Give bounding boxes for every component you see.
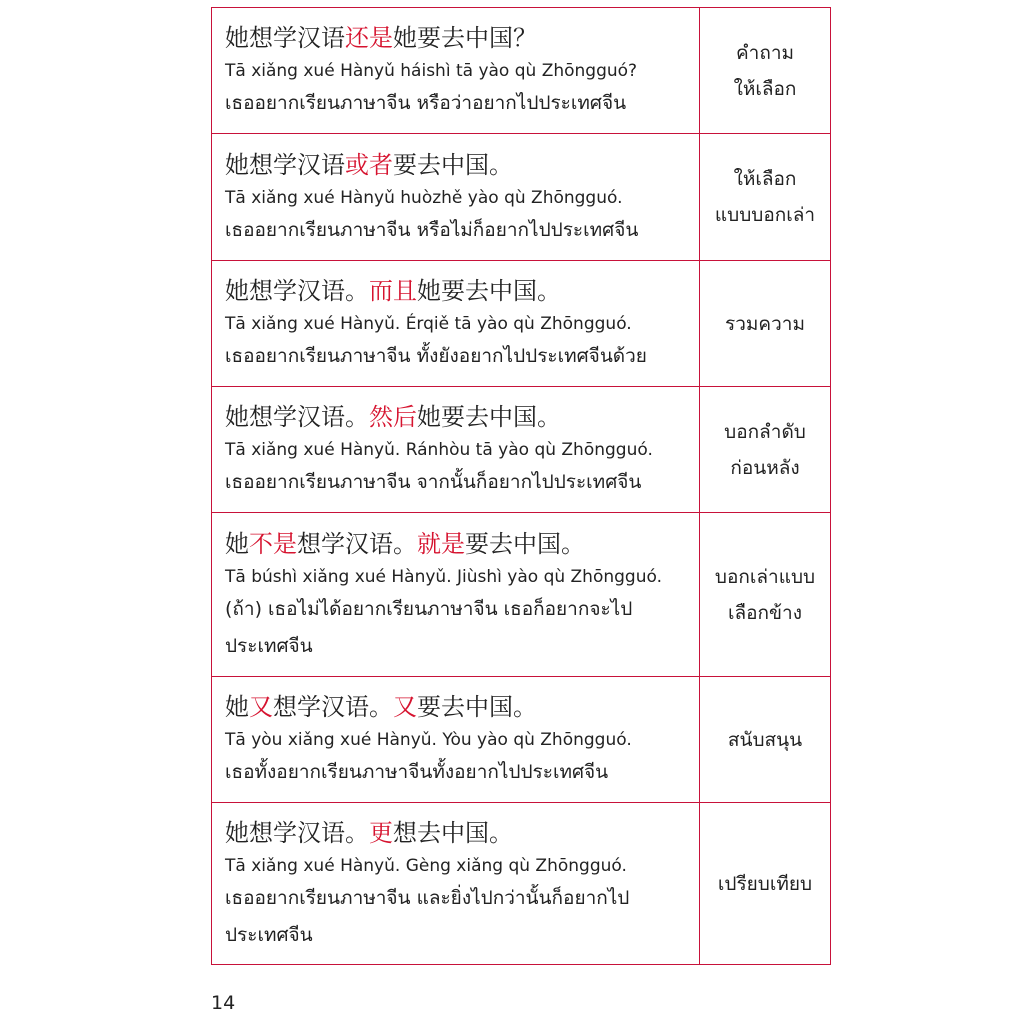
sentence-text: 她想学汉语 — [225, 24, 345, 52]
pinyin-text: Tā xiǎng xué Hànyǔ. Érqiě tā yào qù Zhōngguó. — [225, 314, 632, 334]
highlighted-conjunction: 又 — [249, 693, 273, 721]
table-body — [212, 8, 831, 965]
highlighted-conjunction: 更 — [369, 818, 393, 847]
highlighted-conjunction: 还是 — [345, 24, 393, 52]
thai-translation: เธออยากเรียนภาษาจีน จากนั้นก็อยากไปประเทศจีน — [225, 471, 642, 493]
usage-meaning: เปรียบเทียบ — [700, 803, 831, 965]
sentence-cell — [212, 8, 700, 134]
thai-translation: เธออยากเรียนภาษาจีน หรือว่าอยากไปประเทศจีน — [225, 92, 627, 114]
sentence-text: 她要去中国。 — [417, 403, 561, 431]
table-row — [212, 134, 831, 261]
highlighted-conjunction: 或者 — [345, 150, 393, 179]
sentence-text: 要去中国。 — [393, 150, 513, 179]
sentence-text: 要去中国。 — [417, 693, 537, 721]
pinyin-text: Tā xiǎng xué Hànyǔ huòzhě yào qù Zhōngguó. — [225, 187, 623, 208]
thai-translation: เธออยากเรียนภาษาจีน ทั้งยังอยากไปประเทศจีนด้วย — [225, 345, 647, 367]
pinyin-text: Tā búshì xiǎng xué Hànyǔ. Jiùshì yào qù Zhōngguó. — [225, 566, 662, 587]
sentence-text: 她要去中国？ — [393, 24, 537, 52]
sentence-text: 要去中国。 — [465, 529, 585, 558]
sentence-text: 她 — [225, 693, 249, 721]
sentence-cell — [212, 803, 700, 965]
thai-translation: (ถ้า) เธอไม่ได้อยากเรียนภาษาจีน เธอก็อยากจะไป ประเทศจีน — [225, 597, 633, 657]
usage-meaning: บอกเล่าแบบ เลือกข้าง — [700, 513, 831, 677]
thai-translation: เธอทั้งอยากเรียนภาษาจีนทั้งอยากไปประเทศจีน — [225, 761, 609, 783]
pinyin-text: Tā xiǎng xué Hànyǔ. Ránhòu tā yào qù Zhōngguó. — [225, 440, 653, 460]
pinyin-text: Tā xiǎng xué Hànyǔ háishì tā yào qù Zhōngguó? — [225, 61, 638, 81]
usage-meaning: สนับสนุน — [700, 677, 831, 803]
chinese-sentence — [225, 690, 689, 724]
sentence-text: 想去中国。 — [393, 818, 513, 847]
thai-translation: เธออยากเรียนภาษาจีน และยิ่งไปกว่านั้นก็อยากไป ประเทศจีน — [225, 886, 630, 946]
sentence-text: 她想学汉语。 — [225, 818, 369, 847]
sentence-text: 她想学汉语。 — [225, 403, 369, 431]
table-row — [212, 513, 831, 677]
table-row — [212, 261, 831, 387]
chinese-sentence — [225, 527, 689, 561]
grammar-table — [211, 7, 831, 965]
sentence-text: 她 — [225, 529, 249, 558]
highlighted-conjunction: 不是 — [249, 529, 297, 558]
sentence-cell — [212, 513, 700, 677]
sentence-text: 她想学汉语 — [225, 150, 345, 179]
pinyin-text: Tā yòu xiǎng xué Hànyǔ. Yòu yào qù Zhōngguó. — [225, 730, 632, 750]
sentence-text: 她要去中国。 — [417, 277, 561, 305]
chinese-sentence — [225, 816, 689, 850]
highlighted-conjunction: 然后 — [369, 403, 417, 431]
usage-meaning: คำถาม ให้เลือก — [700, 8, 831, 134]
usage-meaning: ให้เลือก แบบบอกเล่า — [700, 134, 831, 261]
sentence-cell — [212, 387, 700, 513]
page-number: 14 — [211, 992, 236, 1014]
chinese-sentence — [225, 148, 689, 182]
chinese-sentence — [225, 21, 689, 55]
table-row — [212, 8, 831, 134]
sentence-text: 想学汉语。 — [297, 529, 417, 558]
usage-meaning: บอกลำดับ ก่อนหลัง — [700, 387, 831, 513]
sentence-text: 她想学汉语。 — [225, 277, 369, 305]
pinyin-text: Tā xiǎng xué Hànyǔ. Gèng xiǎng qù Zhōngguó. — [225, 855, 627, 876]
sentence-cell — [212, 677, 700, 803]
table-row — [212, 387, 831, 513]
highlighted-conjunction: 就是 — [417, 529, 465, 558]
sentence-cell — [212, 134, 700, 261]
chinese-sentence — [225, 400, 689, 434]
table-row — [212, 677, 831, 803]
table-row — [212, 803, 831, 965]
sentence-cell — [212, 261, 700, 387]
chinese-sentence — [225, 274, 689, 308]
usage-meaning: รวมความ — [700, 261, 831, 387]
highlighted-conjunction: 又 — [393, 693, 417, 721]
sentence-text: 想学汉语。 — [273, 693, 393, 721]
thai-translation: เธออยากเรียนภาษาจีน หรือไม่ก็อยากไปประเทศจีน — [225, 218, 639, 241]
highlighted-conjunction: 而且 — [369, 277, 417, 305]
